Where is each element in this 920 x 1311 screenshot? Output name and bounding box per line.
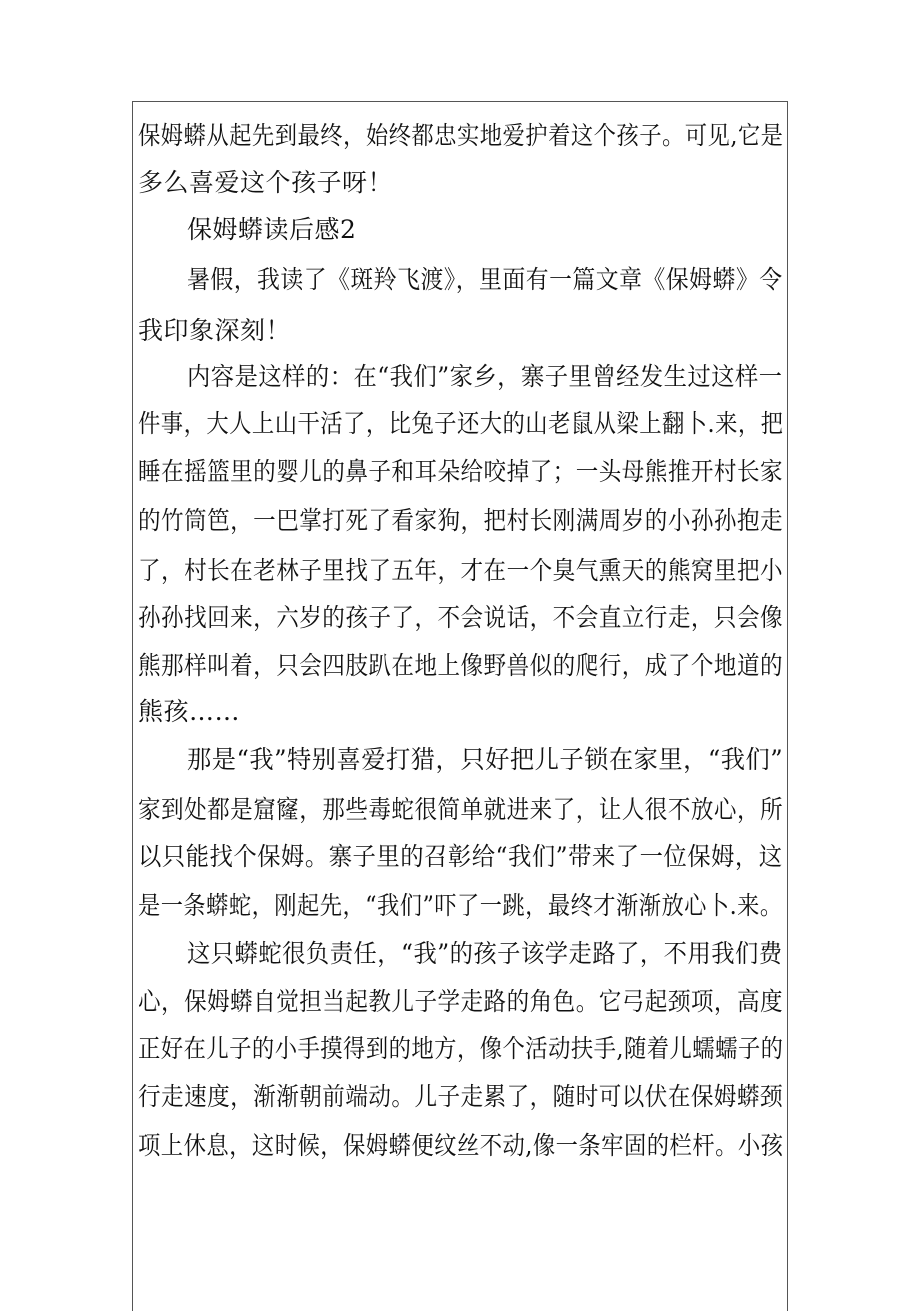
text-line: 心，保姆蟒自觉担当起教儿子学走路的角色。它弓起颈项，高度 [138,987,784,1016]
text-line: 暑假，我读了《斑羚飞渡》，里面有一篇文章《保姆蟒》令 [187,265,783,294]
text-line: 保姆蟒从起先到最终，始终都忠实地爱护着这个孩子。可见,它是 [138,121,784,150]
text-line: 以只能找个保姆。寨子里的召彰给“我们”带来了一位保姆，这 [138,842,783,871]
text-line: 那是“我”特别喜爱打猎，只好把儿子锁在家里，“我们” [187,745,784,774]
text-line: 睡在摇篮里的婴儿的鼻子和耳朵给咬掉了；一头母熊推开村长家 [138,457,784,486]
text-line: 我印象深刻！ [138,316,292,345]
text-line: 行走速度，渐渐朝前端动。儿子走累了，随时可以伏在保姆蟒颈 [138,1082,784,1111]
section-heading: 保姆蟒读后感2 [187,215,357,244]
text-line: 家到处都是窟窿，那些毒蛇很简单就进来了，让人很不放心，所 [138,795,784,824]
text-line: 孙孙找回来，六岁的孩子了，不会说话，不会直立行走，只会像 [138,603,784,632]
text-line: 多么喜爱这个孩子呀！ [138,168,394,197]
text-line: 项上休息，这时候，保姆蟒便纹丝不动,像一条牢固的栏杆。小孩 [138,1131,784,1160]
text-line: 熊那样叫着，只会四肢趴在地上像野兽似的爬行，成了个地道的 [138,651,784,680]
text-line: 这只蟒蛇很负责任，“我”的孩子该学走路了，不用我们费 [187,939,783,968]
text-line: 熊孩…… [138,697,241,726]
text-line: 的竹筒笆，一巴掌打死了看家狗，把村长刚满周岁的小孙孙抱走 [138,506,784,535]
text-line: 是一条蟒蛇，刚起先，“我们”吓了一跳，最终才渐渐放心卜.来。 [138,891,783,920]
text-line: 件事，大人上山干活了，比兔子还大的山老鼠从梁上翻卜.来，把 [138,409,784,438]
text-line: 内容是这样的：在“我们”家乡，寨子里曾经发生过这样一 [187,362,783,391]
page-frame [132,101,788,1311]
text-line: 了，村长在老林子里找了五年，才在一个臭气熏天的熊窝里把小 [138,556,784,585]
text-line: 正好在儿子的小手摸得到的地方，像个活动扶手,随着儿蠕蠕子的 [138,1034,784,1063]
